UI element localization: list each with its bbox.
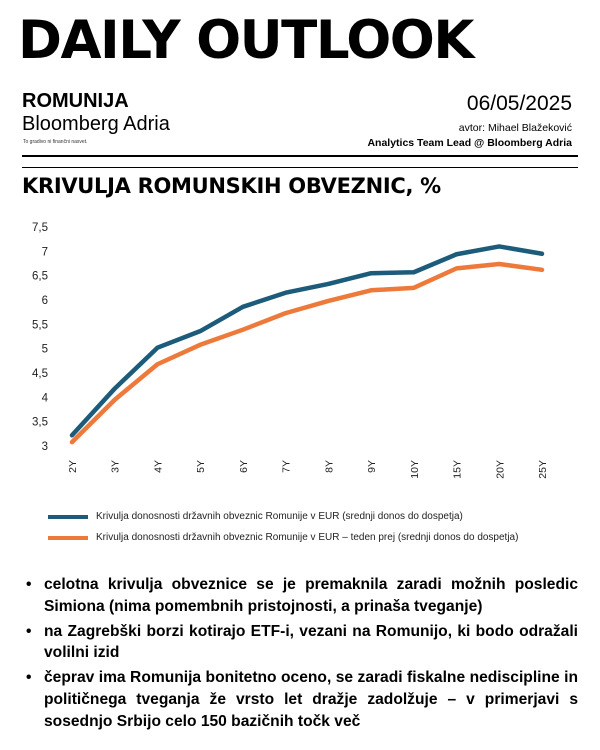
chart-legend — [48, 510, 568, 551]
bullet-text: celotna krivulja obveznice se je premaknila zaradi možnih posledic Simiona (nima pomembnih pristojnosti, a prinaša tveganje) — [44, 576, 578, 615]
header-divider — [22, 155, 578, 157]
x-tick-label: 10Y — [408, 460, 421, 479]
brand-label: Bloomberg Adria — [22, 113, 170, 135]
x-tick-label: 6Y — [237, 460, 250, 473]
y-axis-ticks — [32, 222, 49, 453]
bullet-item — [22, 621, 578, 665]
x-tick-label: 8Y — [323, 460, 336, 473]
x-tick-label: 9Y — [366, 460, 379, 473]
report-date: 06/05/2025 — [466, 92, 572, 115]
series-line-previous — [72, 264, 542, 442]
bullet-text: na Zagrebški borzi kotirajo ETF-i, vezani na Romunijo, ki bodo odražali volilni izid — [44, 622, 578, 662]
legend-label-previous: Krivulja donosnosti državnih obveznic Romunije v EUR – teden prej (srednji donos do dospetja) — [96, 531, 519, 543]
y-tick-label: 7 — [41, 246, 48, 259]
author-role: Analytics Team Lead @ Bloomberg Adria — [367, 137, 572, 149]
section-divider — [22, 167, 578, 168]
author-line: avtor: Mihael Blažeković — [458, 122, 572, 134]
y-tick-label: 5 — [41, 343, 48, 356]
chart-title: KRIVULJA ROMUNSKIH OBVEZNIC, % — [22, 174, 441, 198]
y-tick-label: 3 — [41, 441, 48, 453]
legend-item-current — [48, 510, 568, 524]
legend-swatch-current — [48, 515, 88, 519]
bullet-dot: • — [26, 622, 32, 640]
bullet-item — [22, 574, 578, 618]
bullet-dot: • — [26, 576, 32, 593]
y-tick-label: 3,5 — [32, 416, 48, 429]
commentary-bullets — [22, 574, 578, 736]
x-tick-label: 2Y — [67, 460, 79, 473]
y-tick-label: 4 — [41, 392, 48, 405]
x-tick-label: 25Y — [537, 460, 549, 479]
x-tick-label: 3Y — [109, 460, 122, 473]
y-tick-label: 4,5 — [32, 368, 48, 380]
bullet-text: čeprav ima Romunija bonitetno oceno, se zaradi fiskalne nediscipline in političnega tveganja že vrsto let dražje zadolžuje – v primerjavi s sosednjo Srbijo celo 150 bazičnih točk več — [44, 669, 578, 730]
bond-yield-chart — [0, 210, 600, 500]
bullet-dot: • — [26, 669, 32, 687]
legend-item-previous — [48, 531, 568, 545]
country-label: ROMUNIJA — [22, 90, 129, 112]
x-tick-label: 20Y — [494, 459, 507, 479]
disclaimer-text: To gradivo ni finančni nasvet. — [23, 139, 88, 145]
series-lines — [72, 246, 542, 442]
page-title: DAILY OUTLOOK — [18, 10, 473, 71]
series-line-current — [72, 246, 542, 435]
x-tick-label: 4Y — [152, 460, 165, 473]
x-axis-ticks — [67, 460, 549, 479]
x-tick-label: 15Y — [451, 460, 464, 479]
legend-label-current: Krivulja donosnosti državnih obveznic Romunije v EUR (srednji donos do dospetja) — [96, 511, 463, 522]
bullet-item — [22, 667, 578, 732]
y-tick-label: 7,5 — [32, 222, 48, 234]
y-tick-label: 6,5 — [32, 270, 48, 283]
y-tick-label: 6 — [41, 295, 48, 307]
x-tick-label: 7Y — [280, 460, 293, 473]
y-tick-label: 5,5 — [32, 319, 48, 332]
grid-lines — [60, 227, 560, 446]
x-tick-label: 5Y — [195, 460, 208, 473]
legend-swatch-previous — [48, 536, 88, 540]
